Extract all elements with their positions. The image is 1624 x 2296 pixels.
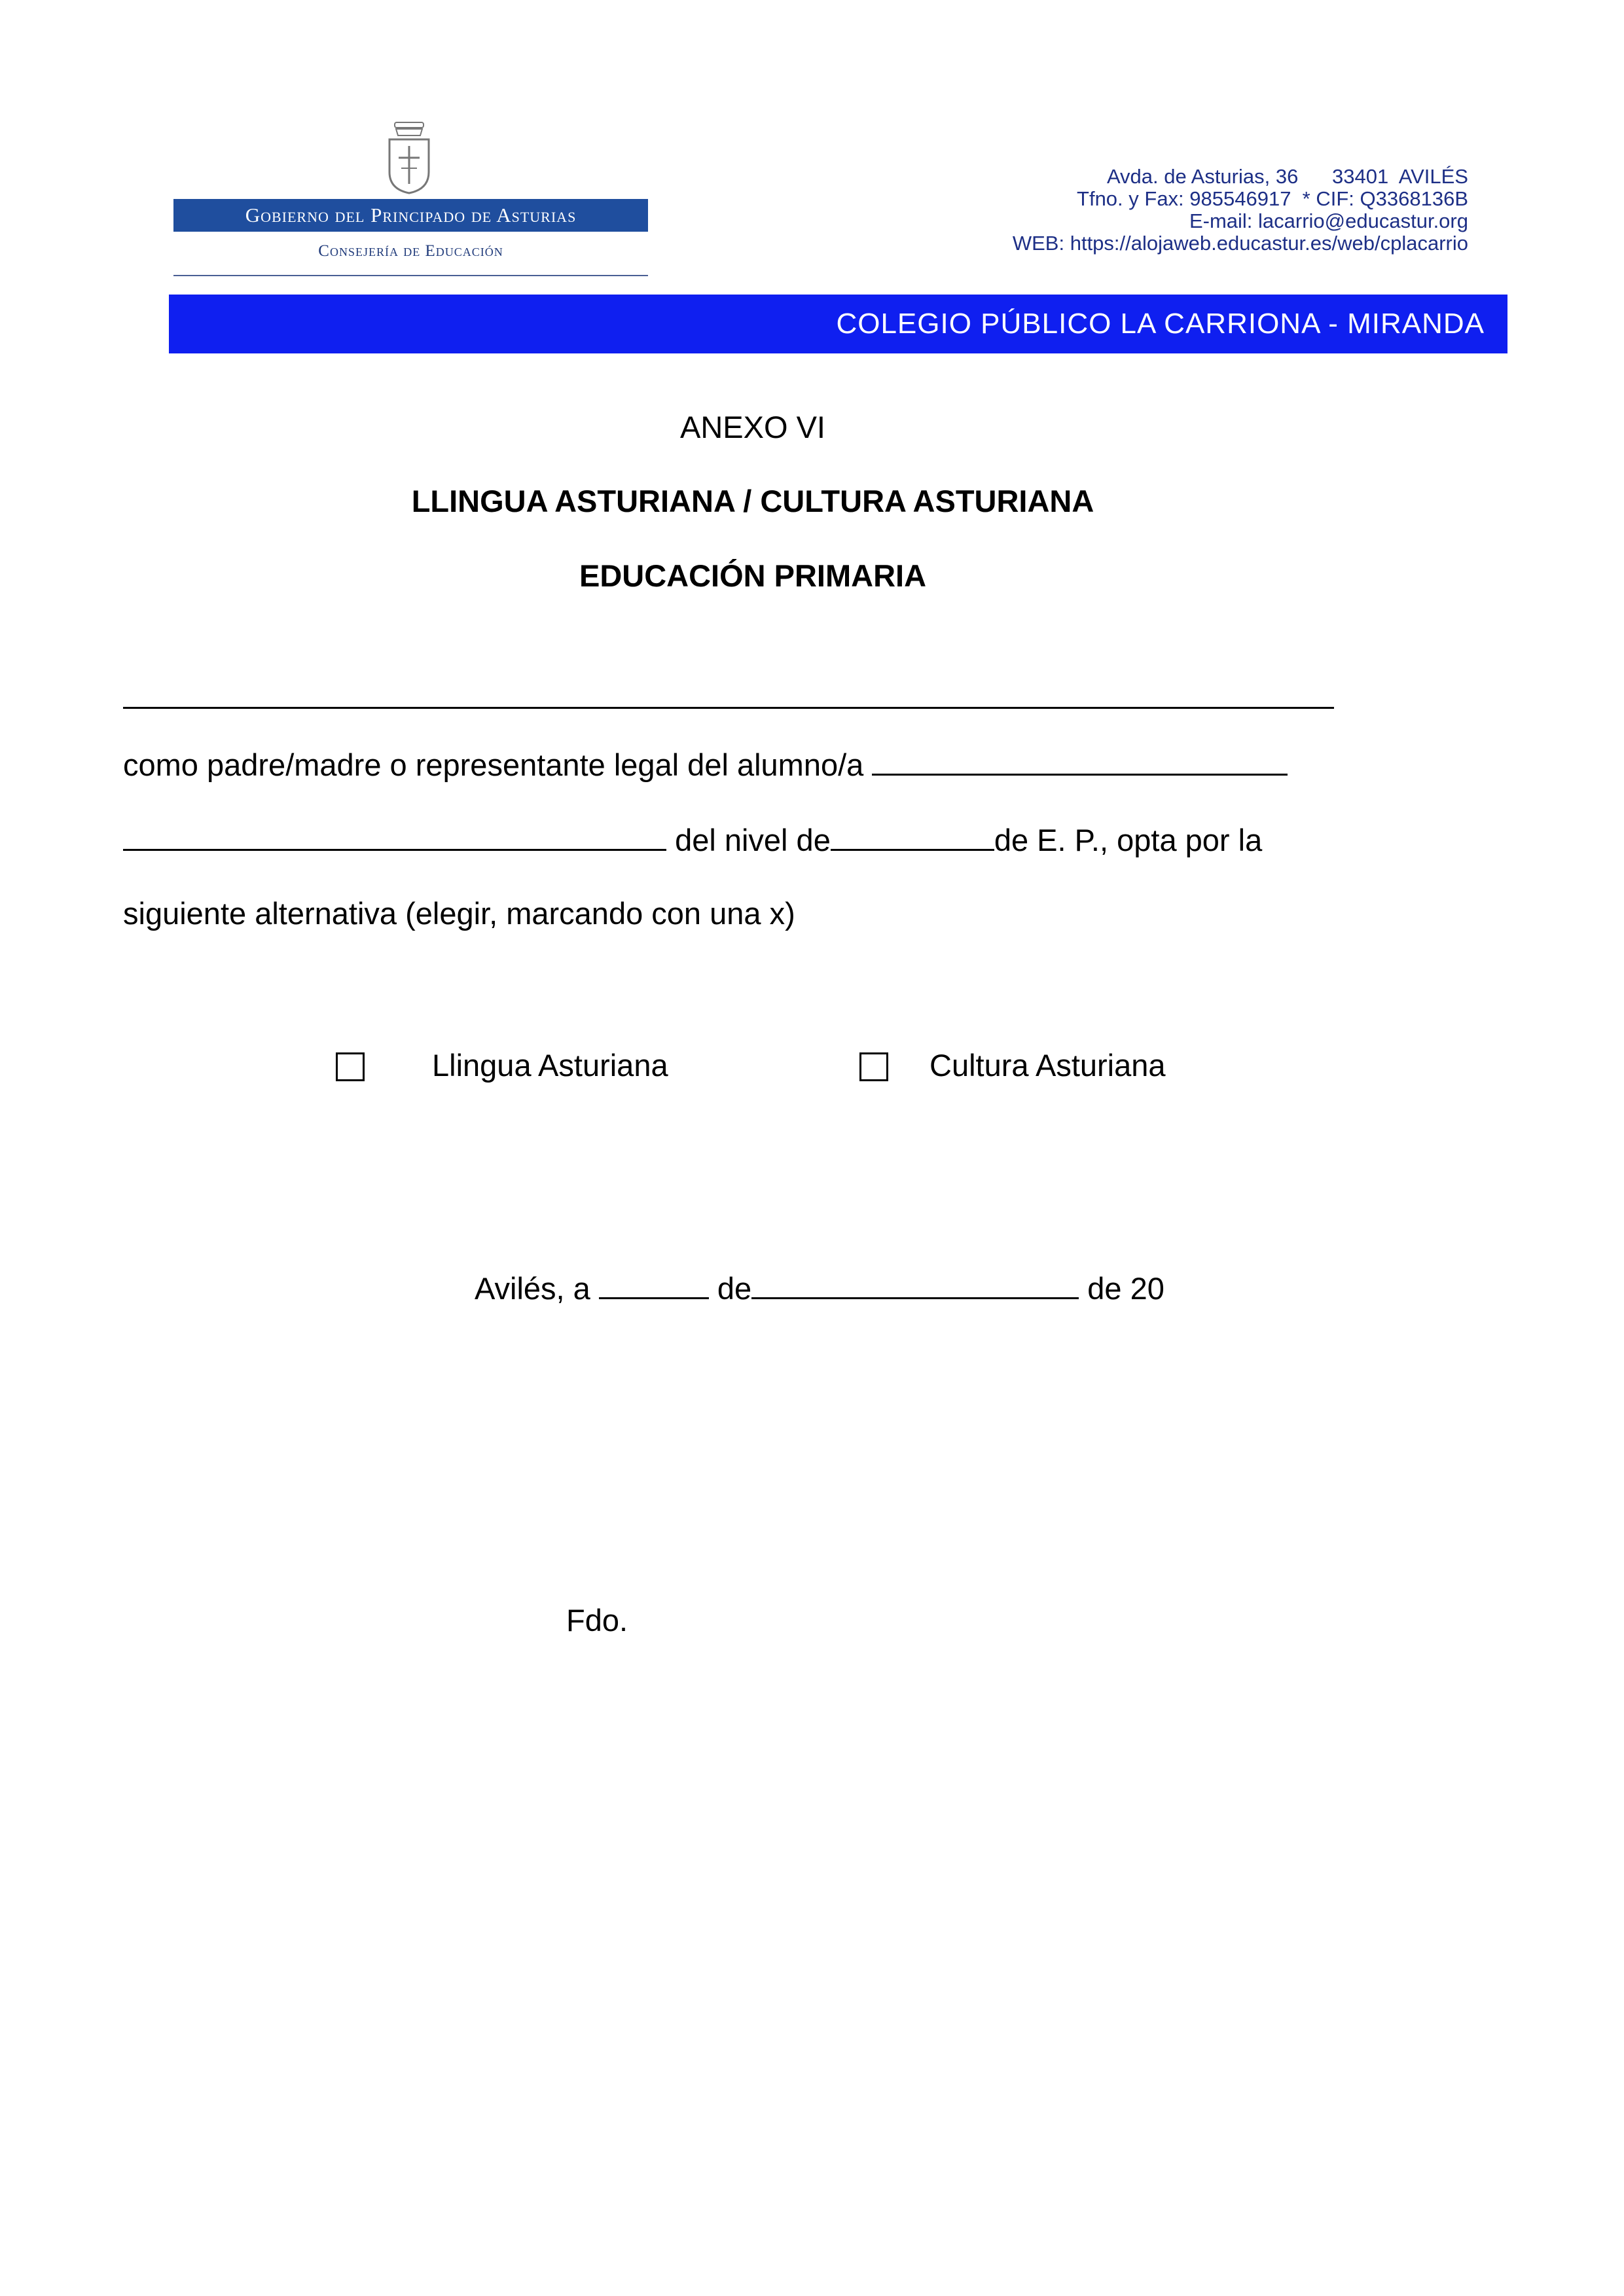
contact-email: E-mail: lacarrio@educastur.org [1189,209,1468,232]
date-de-label: de [717,1271,752,1306]
form-line-instructions: siguiente alternativa (elegir, marcando con una x) [123,896,795,931]
government-name: Gobierno del Principado de Asturias [245,204,577,226]
department-name: Consejería de Educación [318,242,503,260]
month-field[interactable] [751,1268,1079,1299]
llingua-asturiana-label: Llingua Asturiana [432,1048,668,1083]
llingua-asturiana-checkbox[interactable] [336,1052,365,1081]
parent-name-field[interactable] [123,707,1334,709]
day-field[interactable] [599,1268,709,1299]
cultura-asturiana-checkbox[interactable] [859,1052,888,1081]
school-name: COLEGIO PÚBLICO LA CARRIONA - MIRANDA [836,308,1485,340]
school-contact-block [1013,166,1468,255]
signature-label: Fdo. [566,1603,628,1638]
date-year-label: de 20 [1087,1271,1164,1306]
school-name-banner [169,295,1507,353]
annex-title: ANEXO VI [679,410,825,444]
date-place: Avilés, a [475,1271,590,1306]
contact-address: Avda. de Asturias, 36 33401 AVILÉS [1106,165,1468,188]
level-label: del nivel de [675,823,831,857]
student-name-field[interactable] [872,745,1288,776]
contact-phone: Tfno. y Fax: 985546917 * CIF: Q3368136B [1077,187,1468,210]
government-name-banner [173,199,648,232]
level-suffix: de E. P., opta por la [994,823,1263,857]
subject-title: LLINGUA ASTURIANA / CULTURA ASTURIANA [411,484,1094,518]
contact-web: WEB: https://alojaweb.educastur.es/web/cplacarrio [1012,232,1468,255]
level-field[interactable] [831,820,994,851]
asturias-crest-icon [383,121,435,194]
date-line [475,1268,1164,1306]
student-name-continuation-field[interactable] [123,820,666,851]
cultura-asturiana-label: Cultura Asturiana [929,1048,1166,1083]
header-divider [173,275,648,276]
form-line-student [123,745,1288,783]
level-title: EDUCACIÓN PRIMARIA [579,558,927,593]
student-label: como padre/madre o representante legal del alumno/a [123,747,864,782]
form-line-level [123,820,1262,858]
